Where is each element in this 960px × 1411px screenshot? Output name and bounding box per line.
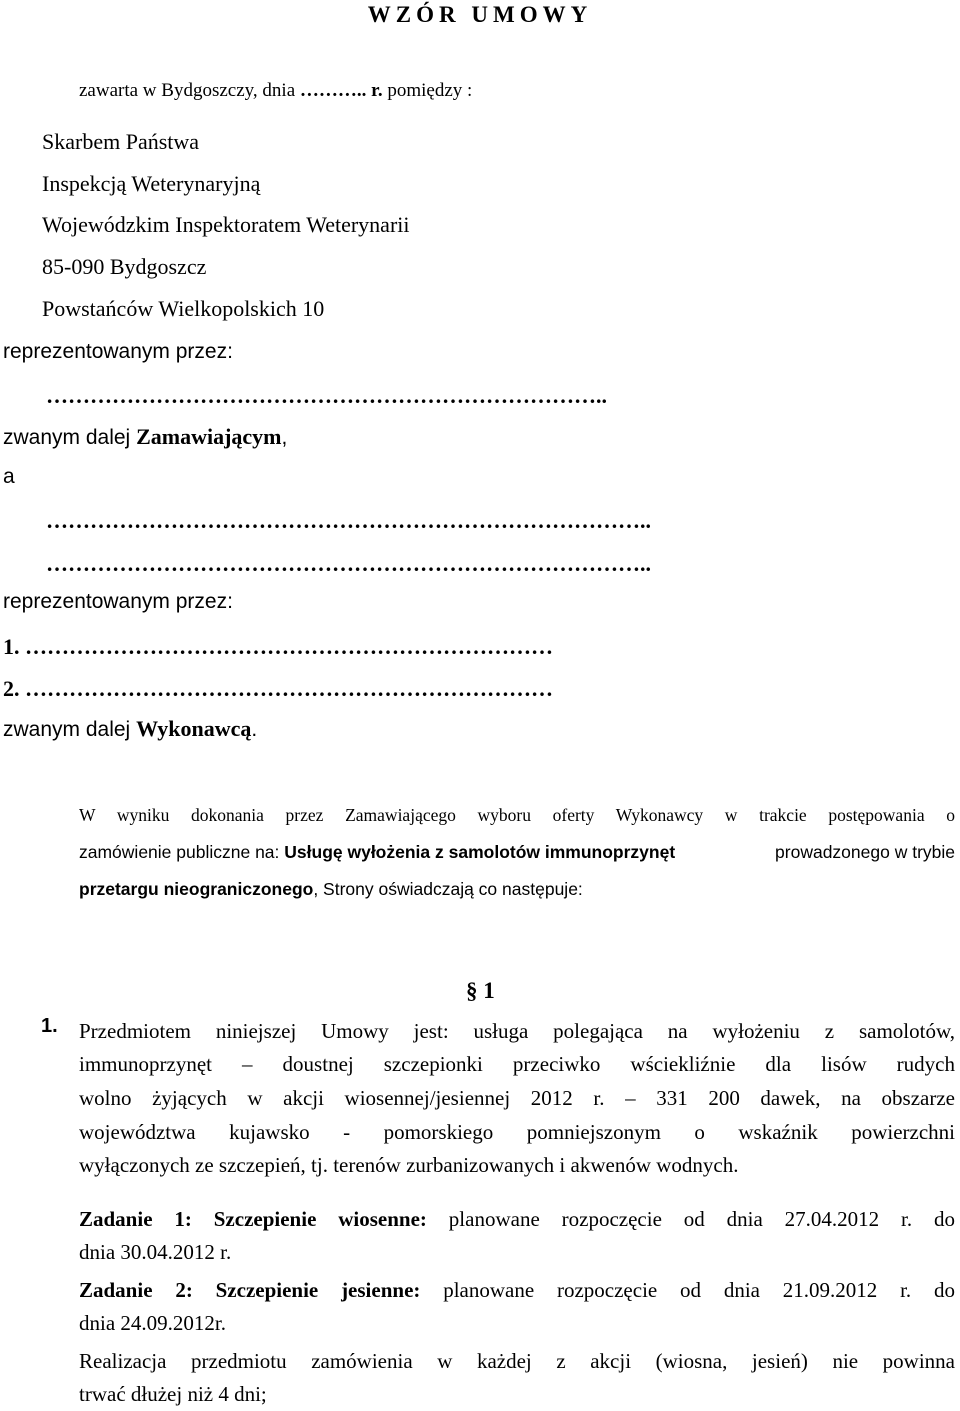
task2-label: Zadanie 2: Szczepienie jesienne:	[79, 1278, 421, 1302]
preamble-service: Usługę wyłożenia z samolotów immunoprzynęt	[284, 842, 676, 862]
party1-called-name: Zamawiającym	[136, 424, 282, 449]
item-line-4: województwa kujawsko - pomorskiego pomniejszonym o wskaźnik powierzchni	[79, 1120, 955, 1144]
preamble-line-2	[79, 842, 955, 863]
party2-address-placeholder: ………………………………………………………………………..	[46, 551, 651, 576]
item-line-5: wyłączonych ze szczepień, tj. terenów zurbanizowanych i akwenów wodnych.	[79, 1153, 739, 1177]
intro-date-placeholder: ……….. r.	[299, 80, 383, 101]
preamble-line-1: W wyniku dokonania przez Zamawiającego wyboru oferty Wykonawcy w trakcie postępowania o	[79, 805, 955, 825]
realization-line-2: trwać dłużej niż 4 dni;	[79, 1382, 267, 1406]
task1-text: planowane rozpoczęcie od dnia 27.04.2012 r. do	[426, 1207, 955, 1231]
task2-line-2: dnia 24.09.2012r.	[79, 1311, 226, 1335]
contract-intro	[79, 80, 472, 102]
party2-name-placeholder: ………………………………………………………………………..	[46, 508, 651, 533]
party2-called-suffix: .	[251, 718, 258, 741]
preamble-declaration: , Strony oświadczają co następuje:	[313, 879, 583, 899]
party2-represented-label: reprezentowanym przez:	[3, 590, 233, 613]
party1-called-as	[3, 424, 287, 450]
party1-inspectorate: Wojewódzkim Inspektoratem Weterynarii	[42, 212, 410, 237]
party1-name: Skarbem Państwa	[42, 129, 200, 154]
party1-street: Powstańców Wielkopolskich 10	[42, 296, 325, 321]
intro-suffix: pomiędzy :	[382, 80, 473, 101]
party2-called-as	[3, 716, 257, 742]
section-heading: § 1	[466, 978, 495, 1003]
preamble-line-3	[79, 879, 583, 900]
and-label: a	[3, 465, 15, 488]
party1-postal-city: 85-090 Bydgoszcz	[42, 254, 207, 279]
preamble-mode-prefix: prowadzonego w trybie	[775, 842, 955, 862]
item-number: 1.	[41, 1015, 58, 1037]
task1-label: Zadanie 1: Szczepienie wiosenne:	[79, 1207, 427, 1231]
task2-line-1	[79, 1274, 955, 1307]
item-line-3: wolno żyjących w akcji wiosennej/jesiennej 2012 r. – 331 200 dawek, na obszarze	[79, 1086, 955, 1110]
task1-line-1	[79, 1203, 955, 1236]
party2-called-name: Wykonawcą	[136, 716, 252, 741]
party1-represented-placeholder: …………………………………………………………………..	[46, 383, 607, 408]
party1-inspection: Inspekcją Weterynaryjną	[42, 171, 261, 196]
party1-called-prefix: zwanym dalej	[3, 426, 137, 449]
intro-prefix: zawarta w Bydgoszczy, dnia	[79, 80, 300, 101]
party1-represented-label: reprezentowanym przez:	[3, 340, 233, 363]
party2-representative-1: 1. ………………………………………………………………	[3, 634, 553, 659]
preamble-procedure: przetargu nieograniczonego	[79, 879, 314, 899]
party2-representative-2: 2. ………………………………………………………………	[3, 676, 553, 701]
preamble-prefix: zamówienie publiczne na:	[79, 842, 285, 862]
item-line-2: immunoprzynęt – doustnej szczepionki przeciwko wściekliźnie dla lisów rudych	[79, 1052, 955, 1076]
task1-line-2: dnia 30.04.2012 r.	[79, 1240, 232, 1264]
task2-text: planowane rozpoczęcie od dnia 21.09.2012 r. do	[420, 1278, 955, 1302]
realization-line-1: Realizacja przedmiotu zamówienia w każdej z akcji (wiosna, jesień) nie powinna	[79, 1349, 955, 1373]
party2-called-prefix: zwanym dalej	[3, 718, 137, 741]
party1-called-suffix: ,	[281, 426, 288, 449]
document-title: WZÓR UMOWY	[367, 2, 593, 27]
item-line-1: Przedmiotem niniejszej Umowy jest: usługa polegająca na wyłożeniu z samolotów,	[79, 1019, 955, 1043]
